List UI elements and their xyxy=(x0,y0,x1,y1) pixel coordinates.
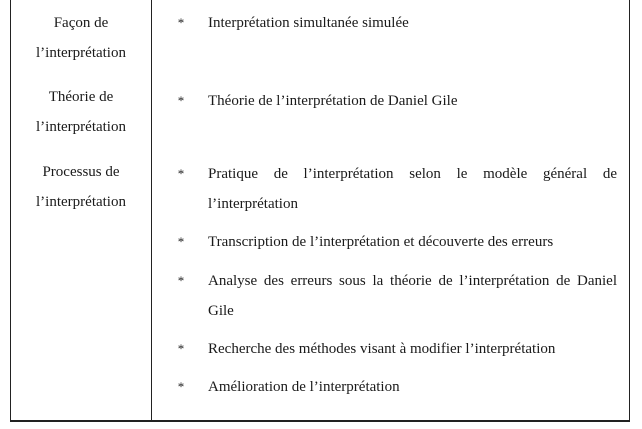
row-label-line: l’interprétation xyxy=(36,45,126,61)
method-table xyxy=(10,0,630,422)
bullet-icon: * xyxy=(177,93,185,108)
item-text: Analyse des erreurs sous la théorie de l’interprétation de Daniel Gile xyxy=(208,273,617,319)
item-text: Amélioration de l’interprétation xyxy=(208,379,400,395)
bullet-icon: * xyxy=(177,379,185,394)
bullet-icon: * xyxy=(177,234,185,249)
row-label-line: l’interprétation xyxy=(36,119,126,135)
item-text: Pratique de l’interprétation selon le modèle général de l’interprétation xyxy=(208,166,617,212)
item-text: Recherche des méthodes visant à modifier l’interprétation xyxy=(208,341,556,357)
bullet-icon: * xyxy=(177,273,185,288)
item-text: Transcription de l’interprétation et découverte des erreurs xyxy=(208,234,554,250)
row-label-line: Théorie de xyxy=(48,89,114,105)
row-label-line: Processus de xyxy=(42,164,120,180)
bullet-icon: * xyxy=(177,341,185,356)
row-label-line: Façon de xyxy=(53,15,109,31)
row-label xyxy=(11,157,151,217)
row-label xyxy=(11,8,151,68)
row-label xyxy=(11,82,151,142)
bullet-icon: * xyxy=(177,166,185,181)
column-divider xyxy=(151,0,152,420)
bullet-icon: * xyxy=(177,15,185,30)
row-label-line: l’interprétation xyxy=(36,194,126,210)
item-text: Théorie de l’interprétation de Daniel Gile xyxy=(208,93,458,109)
item-text: Interprétation simultanée simulée xyxy=(208,15,409,31)
